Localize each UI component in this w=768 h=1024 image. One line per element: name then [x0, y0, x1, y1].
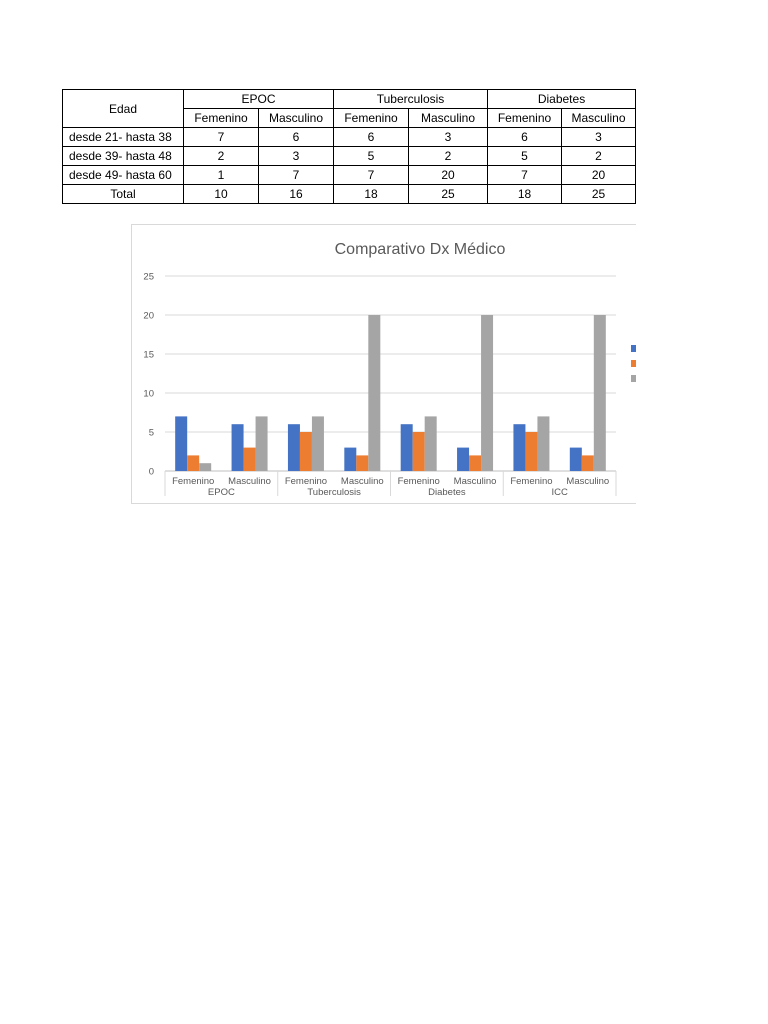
- bar: [413, 432, 425, 471]
- table-cell: 2: [409, 147, 488, 166]
- legend-marker: [631, 360, 636, 367]
- x-subcategory-label: Masculino: [566, 476, 610, 487]
- x-group-label: ICC: [551, 487, 568, 498]
- table-row: [63, 147, 636, 166]
- table-cell: 16: [259, 185, 334, 204]
- table-row-total: [63, 185, 636, 204]
- header-edad: Edad: [63, 90, 184, 128]
- bar: [199, 463, 211, 471]
- y-tick-label: 15: [143, 349, 154, 361]
- table-cell: 5: [488, 147, 562, 166]
- bar: [513, 424, 525, 471]
- bar: [356, 455, 368, 471]
- bar: [256, 416, 268, 471]
- subheader-cell: Femenino: [334, 109, 409, 128]
- y-tick-label: 10: [143, 388, 154, 400]
- row-label: desde 21- hasta 38: [63, 128, 184, 147]
- bar: [344, 448, 356, 471]
- subheader-cell: Femenino: [184, 109, 259, 128]
- bar: [525, 432, 537, 471]
- table-row: [63, 166, 636, 185]
- x-subcategory-label: Masculino: [453, 476, 497, 487]
- table-cell: 18: [488, 185, 562, 204]
- table-cell: 7: [259, 166, 334, 185]
- table-cell: 20: [562, 166, 636, 185]
- x-subcategory-label: Femenino: [172, 476, 215, 487]
- table-cell: 5: [334, 147, 409, 166]
- bar: [469, 455, 481, 471]
- x-subcategory-label: Femenino: [397, 476, 440, 487]
- table-cell: 1: [184, 166, 259, 185]
- bar: [187, 455, 199, 471]
- bar: [232, 424, 244, 471]
- table-cell: 6: [259, 128, 334, 147]
- table-cell: 25: [562, 185, 636, 204]
- bar: [457, 448, 469, 471]
- y-tick-label: 5: [148, 427, 154, 439]
- table-row: [63, 128, 636, 147]
- table-cell: 7: [184, 128, 259, 147]
- table-cell: 3: [409, 128, 488, 147]
- subheader-cell: Femenino: [488, 109, 562, 128]
- bar: [425, 416, 437, 471]
- table-cell: 6: [488, 128, 562, 147]
- data-table: [62, 89, 636, 204]
- row-label: desde 39- hasta 48: [63, 147, 184, 166]
- row-label-total: Total: [63, 185, 184, 204]
- bar: [594, 315, 606, 471]
- row-label: desde 49- hasta 60: [63, 166, 184, 185]
- subheader-cell: Masculino: [562, 109, 636, 128]
- bar-chart: [132, 225, 636, 503]
- table-cell: 18: [334, 185, 409, 204]
- table-cell: 6: [334, 128, 409, 147]
- y-tick-label: 0: [148, 466, 154, 478]
- table-cell: 7: [488, 166, 562, 185]
- bar: [570, 448, 582, 471]
- x-subcategory-label: Femenino: [510, 476, 553, 487]
- header-group-tuberculosis: Tuberculosis: [334, 90, 488, 109]
- table-cell: 10: [184, 185, 259, 204]
- bar: [582, 455, 594, 471]
- bar: [401, 424, 413, 471]
- table-cell: 2: [562, 147, 636, 166]
- y-tick-label: 25: [143, 271, 154, 283]
- x-group-label: Tuberculosis: [307, 487, 361, 498]
- chart-container: [131, 224, 636, 504]
- x-group-label: Diabetes: [428, 487, 466, 498]
- table-cell: 3: [259, 147, 334, 166]
- chart-title: Comparativo Dx Médico: [334, 241, 506, 258]
- legend-marker: [631, 375, 636, 382]
- table-cell: 2: [184, 147, 259, 166]
- y-tick-label: 20: [143, 310, 154, 322]
- table-cell: 3: [562, 128, 636, 147]
- bar: [368, 315, 380, 471]
- header-group-epoc: EPOC: [184, 90, 334, 109]
- bar: [244, 448, 256, 471]
- legend-marker: [631, 345, 636, 352]
- x-subcategory-label: Femenino: [284, 476, 328, 487]
- x-subcategory-label: Masculino: [340, 476, 384, 487]
- x-group-label: EPOC: [207, 487, 235, 498]
- table-cell: 20: [409, 166, 488, 185]
- bar: [300, 432, 312, 471]
- header-group-diabetes: Diabetes: [488, 90, 636, 109]
- bar: [175, 416, 187, 471]
- bar: [288, 424, 300, 471]
- bar: [312, 416, 324, 471]
- subheader-cell: Masculino: [409, 109, 488, 128]
- bar: [481, 315, 493, 471]
- table-cell: 7: [334, 166, 409, 185]
- table-cell: 25: [409, 185, 488, 204]
- bar: [537, 416, 549, 471]
- x-subcategory-label: Masculino: [228, 476, 271, 487]
- subheader-cell: Masculino: [259, 109, 334, 128]
